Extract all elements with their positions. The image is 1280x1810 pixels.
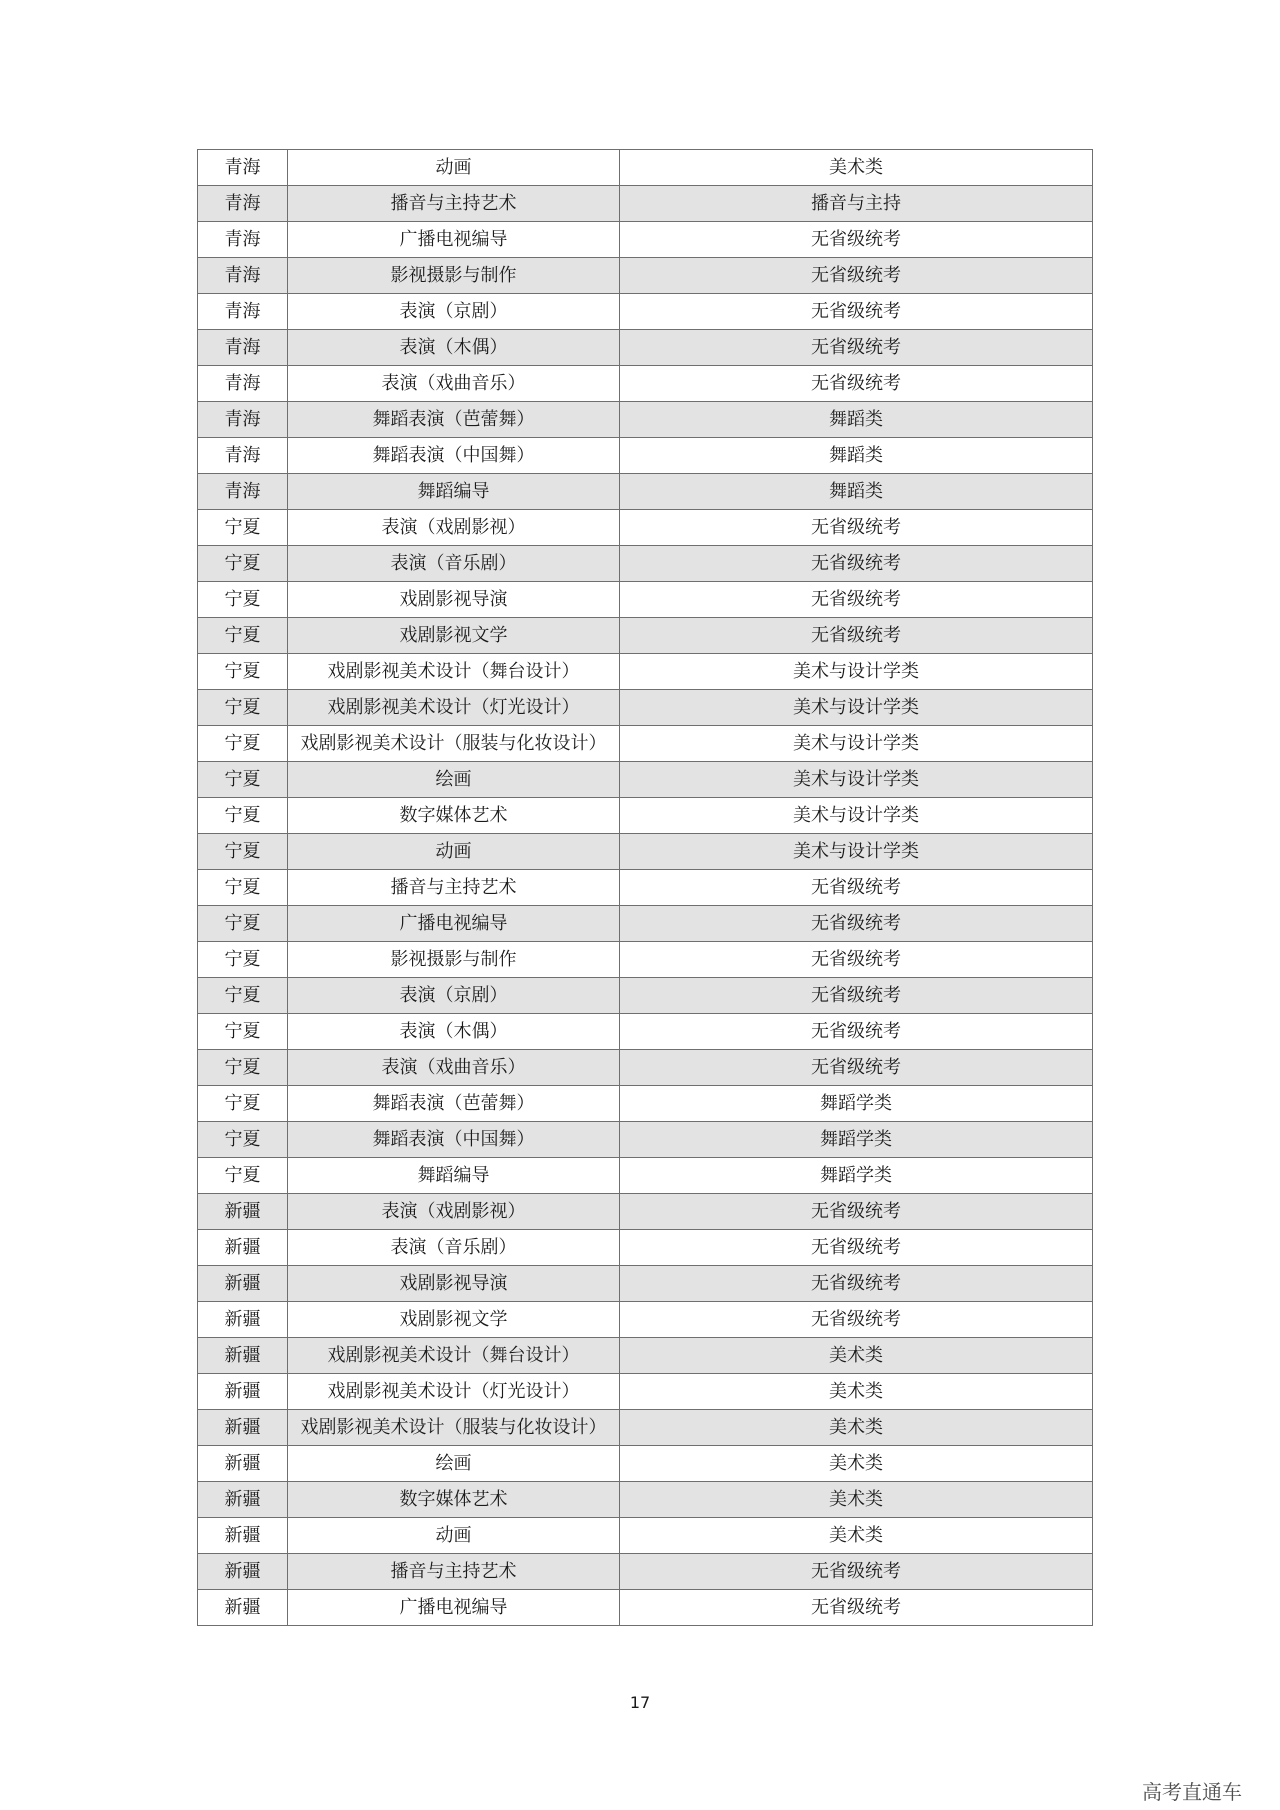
category-cell: 无省级统考: [620, 870, 1093, 906]
major-cell: 表演（京剧）: [288, 978, 620, 1014]
province-cell: 新疆: [198, 1446, 288, 1482]
province-cell: 新疆: [198, 1266, 288, 1302]
table-row: [198, 906, 1093, 942]
table-row: [198, 1230, 1093, 1266]
category-cell: 无省级统考: [620, 1554, 1093, 1590]
major-cell: 影视摄影与制作: [288, 258, 620, 294]
table-row: [198, 798, 1093, 834]
table-row: [198, 1014, 1093, 1050]
category-cell: 美术与设计学类: [620, 726, 1093, 762]
table-row: [198, 186, 1093, 222]
category-cell: 无省级统考: [620, 510, 1093, 546]
province-cell: 青海: [198, 438, 288, 474]
table-row: [198, 150, 1093, 186]
province-cell: 青海: [198, 366, 288, 402]
table-row: [198, 1446, 1093, 1482]
major-cell: 戏剧影视美术设计（灯光设计）: [288, 690, 620, 726]
province-cell: 新疆: [198, 1194, 288, 1230]
table-row: [198, 870, 1093, 906]
category-cell: 无省级统考: [620, 1014, 1093, 1050]
province-cell: 宁夏: [198, 1050, 288, 1086]
category-cell: 播音与主持: [620, 186, 1093, 222]
major-cell: 表演（戏剧影视）: [288, 1194, 620, 1230]
major-cell: 表演（戏曲音乐）: [288, 366, 620, 402]
province-cell: 宁夏: [198, 762, 288, 798]
category-cell: 舞蹈学类: [620, 1122, 1093, 1158]
major-cell: 动画: [288, 1518, 620, 1554]
table-row: [198, 1194, 1093, 1230]
category-cell: 美术类: [620, 1518, 1093, 1554]
table-row: [198, 1554, 1093, 1590]
major-cell: 数字媒体艺术: [288, 798, 620, 834]
table-row: [198, 294, 1093, 330]
table-row: [198, 1518, 1093, 1554]
province-cell: 宁夏: [198, 1158, 288, 1194]
table-row: [198, 942, 1093, 978]
major-cell: 戏剧影视文学: [288, 618, 620, 654]
major-cell: 绘画: [288, 762, 620, 798]
province-cell: 新疆: [198, 1230, 288, 1266]
major-cell: 表演（木偶）: [288, 330, 620, 366]
table-row: [198, 978, 1093, 1014]
major-cell: 舞蹈表演（芭蕾舞）: [288, 1086, 620, 1122]
table-row: [198, 1302, 1093, 1338]
province-cell: 宁夏: [198, 834, 288, 870]
major-cell: 动画: [288, 834, 620, 870]
province-cell: 宁夏: [198, 942, 288, 978]
province-cell: 宁夏: [198, 1014, 288, 1050]
category-cell: 美术与设计学类: [620, 834, 1093, 870]
major-cell: 播音与主持艺术: [288, 186, 620, 222]
table-row: [198, 402, 1093, 438]
category-cell: 美术类: [620, 1338, 1093, 1374]
table-row: [198, 1338, 1093, 1374]
category-cell: 无省级统考: [620, 1302, 1093, 1338]
category-cell: 无省级统考: [620, 978, 1093, 1014]
table-row: [198, 834, 1093, 870]
category-cell: 无省级统考: [620, 582, 1093, 618]
major-cell: 播音与主持艺术: [288, 1554, 620, 1590]
table-row: [198, 1374, 1093, 1410]
table-row: [198, 438, 1093, 474]
category-cell: 美术类: [620, 1410, 1093, 1446]
category-cell: 舞蹈类: [620, 438, 1093, 474]
major-cell: 表演（戏曲音乐）: [288, 1050, 620, 1086]
province-cell: 青海: [198, 186, 288, 222]
category-cell: 无省级统考: [620, 546, 1093, 582]
category-cell: 美术与设计学类: [620, 798, 1093, 834]
major-cell: 表演（木偶）: [288, 1014, 620, 1050]
category-cell: 美术类: [620, 1374, 1093, 1410]
province-cell: 新疆: [198, 1374, 288, 1410]
category-cell: 无省级统考: [620, 942, 1093, 978]
table-row: [198, 1122, 1093, 1158]
major-cell: 戏剧影视导演: [288, 582, 620, 618]
major-cell: 舞蹈表演（芭蕾舞）: [288, 402, 620, 438]
category-cell: 美术与设计学类: [620, 690, 1093, 726]
major-cell: 舞蹈表演（中国舞）: [288, 1122, 620, 1158]
province-cell: 新疆: [198, 1302, 288, 1338]
table-row: [198, 654, 1093, 690]
major-cell: 数字媒体艺术: [288, 1482, 620, 1518]
major-cell: 表演（京剧）: [288, 294, 620, 330]
province-cell: 宁夏: [198, 582, 288, 618]
province-cell: 青海: [198, 330, 288, 366]
table-row: [198, 1590, 1093, 1626]
major-cell: 表演（戏剧影视）: [288, 510, 620, 546]
province-cell: 新疆: [198, 1590, 288, 1626]
watermark-text: 高考直通车: [1142, 1780, 1242, 1804]
province-cell: 宁夏: [198, 654, 288, 690]
province-cell: 青海: [198, 294, 288, 330]
table-row: [198, 1050, 1093, 1086]
table-row: [198, 330, 1093, 366]
province-cell: 宁夏: [198, 618, 288, 654]
province-cell: 宁夏: [198, 1086, 288, 1122]
category-cell: 无省级统考: [620, 1266, 1093, 1302]
province-cell: 宁夏: [198, 510, 288, 546]
major-cell: 广播电视编导: [288, 1590, 620, 1626]
table-row: [198, 618, 1093, 654]
province-cell: 青海: [198, 402, 288, 438]
province-cell: 宁夏: [198, 1122, 288, 1158]
province-cell: 宁夏: [198, 726, 288, 762]
page-number: 17: [629, 1693, 651, 1712]
table-row: [198, 762, 1093, 798]
table-row: [198, 1410, 1093, 1446]
major-cell: 戏剧影视美术设计（灯光设计）: [288, 1374, 620, 1410]
table-row: [198, 546, 1093, 582]
category-cell: 舞蹈学类: [620, 1086, 1093, 1122]
table-row: [198, 258, 1093, 294]
table-row: [198, 510, 1093, 546]
category-cell: 无省级统考: [620, 222, 1093, 258]
table-row: [198, 582, 1093, 618]
province-cell: 宁夏: [198, 870, 288, 906]
category-cell: 无省级统考: [620, 1050, 1093, 1086]
major-cell: 表演（音乐剧）: [288, 546, 620, 582]
major-cell: 表演（音乐剧）: [288, 1230, 620, 1266]
category-cell: 无省级统考: [620, 366, 1093, 402]
category-cell: 无省级统考: [620, 906, 1093, 942]
major-category-table: [197, 149, 1093, 1626]
major-cell: 戏剧影视美术设计（舞台设计）: [288, 1338, 620, 1374]
major-cell: 戏剧影视美术设计（服装与化妆设计）: [288, 726, 620, 762]
major-cell: 动画: [288, 150, 620, 186]
category-cell: 舞蹈类: [620, 474, 1093, 510]
province-cell: 宁夏: [198, 690, 288, 726]
category-cell: 美术与设计学类: [620, 654, 1093, 690]
table-row: [198, 1158, 1093, 1194]
table-row: [198, 1086, 1093, 1122]
major-cell: 播音与主持艺术: [288, 870, 620, 906]
major-cell: 舞蹈编导: [288, 1158, 620, 1194]
table-body: [198, 150, 1093, 1626]
table-row: [198, 1482, 1093, 1518]
major-cell: 广播电视编导: [288, 906, 620, 942]
major-cell: 戏剧影视美术设计（舞台设计）: [288, 654, 620, 690]
table-row: [198, 726, 1093, 762]
province-cell: 青海: [198, 150, 288, 186]
category-cell: 无省级统考: [620, 618, 1093, 654]
province-cell: 宁夏: [198, 798, 288, 834]
category-cell: 无省级统考: [620, 1590, 1093, 1626]
province-cell: 新疆: [198, 1554, 288, 1590]
province-cell: 青海: [198, 258, 288, 294]
province-cell: 宁夏: [198, 906, 288, 942]
category-cell: 无省级统考: [620, 294, 1093, 330]
province-cell: 青海: [198, 222, 288, 258]
major-cell: 影视摄影与制作: [288, 942, 620, 978]
category-cell: 美术类: [620, 150, 1093, 186]
province-cell: 青海: [198, 474, 288, 510]
table-row: [198, 474, 1093, 510]
major-cell: 戏剧影视美术设计（服装与化妆设计）: [288, 1410, 620, 1446]
category-cell: 舞蹈类: [620, 402, 1093, 438]
category-cell: 美术类: [620, 1482, 1093, 1518]
major-cell: 绘画: [288, 1446, 620, 1482]
table-row: [198, 222, 1093, 258]
category-cell: 无省级统考: [620, 330, 1093, 366]
province-cell: 新疆: [198, 1482, 288, 1518]
province-cell: 新疆: [198, 1338, 288, 1374]
province-cell: 宁夏: [198, 546, 288, 582]
category-cell: 无省级统考: [620, 258, 1093, 294]
category-cell: 美术与设计学类: [620, 762, 1093, 798]
table-row: [198, 690, 1093, 726]
category-cell: 美术类: [620, 1446, 1093, 1482]
province-cell: 新疆: [198, 1410, 288, 1446]
province-cell: 新疆: [198, 1518, 288, 1554]
province-cell: 宁夏: [198, 978, 288, 1014]
major-cell: 舞蹈表演（中国舞）: [288, 438, 620, 474]
category-cell: 无省级统考: [620, 1230, 1093, 1266]
major-cell: 戏剧影视文学: [288, 1302, 620, 1338]
major-cell: 舞蹈编导: [288, 474, 620, 510]
category-cell: 舞蹈学类: [620, 1158, 1093, 1194]
category-cell: 无省级统考: [620, 1194, 1093, 1230]
table-row: [198, 366, 1093, 402]
major-cell: 广播电视编导: [288, 222, 620, 258]
major-cell: 戏剧影视导演: [288, 1266, 620, 1302]
table-row: [198, 1266, 1093, 1302]
